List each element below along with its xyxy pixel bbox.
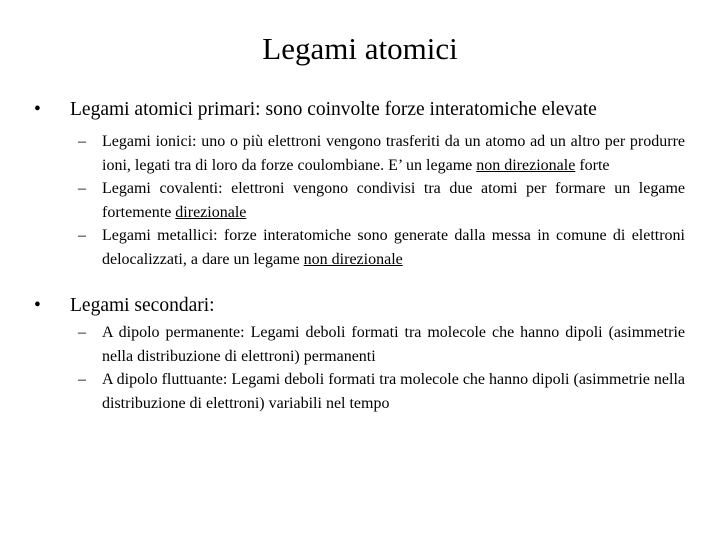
dash-icon: – — [78, 133, 86, 150]
bullet-text: Legami atomici primari: sono coinvolte forze interatomiche elevate — [70, 99, 597, 120]
sub-item-text — [102, 224, 685, 271]
dash-icon: – — [78, 227, 86, 244]
sub-item-text — [102, 177, 685, 224]
sub-item-text-pre: Legami metallici: forze interatomiche sono generate dalla messa in comune di elettroni delocalizzati, a dare un legame — [102, 227, 685, 268]
dash-icon: – — [78, 180, 86, 197]
underlined-term: non direzionale — [303, 250, 403, 268]
bullet-text: Legami secondari: — [70, 295, 215, 316]
sub-item-text — [102, 130, 685, 177]
bullet-item-primary — [34, 98, 684, 122]
sub-item-covalent — [78, 177, 685, 224]
sub-item-fluctuating-dipole — [78, 368, 685, 415]
sub-item-text-post: forte — [575, 156, 610, 174]
sub-item-text-pre: Legami ionici: uno o più elettroni vengono trasferiti da un atomo ad un altro per produrre ioni, legati tra di loro da forze coulombiane. E’ un legame — [102, 133, 685, 174]
sublist-primary — [78, 130, 685, 271]
dash-icon: – — [78, 324, 86, 341]
sub-item-text-pre: Legami covalenti: elettroni vengono condivisi tra due atomi per formare un legame fortemente — [102, 180, 685, 221]
underlined-term: direzionale — [175, 203, 247, 221]
sub-item-text: A dipolo fluttuante: Legami deboli formati tra molecole che hanno dipoli (asimmetrie nella distribuzione di elettroni) variabili nel tempo — [102, 371, 685, 412]
slide-title: Legami atomici — [262, 31, 458, 66]
sub-item-ionic — [78, 130, 685, 177]
sub-item-permanent-dipole — [78, 321, 685, 368]
dash-icon: – — [78, 371, 86, 388]
sub-item-metallic — [78, 224, 685, 271]
bullet-dot-icon: • — [34, 99, 41, 120]
sublist-secondary — [78, 321, 685, 415]
sub-item-text: A dipolo permanente: Legami deboli formati tra molecole che hanno dipoli (asimmetrie nella distribuzione di elettroni) permanenti — [102, 324, 685, 365]
underlined-term: non direzionale — [476, 156, 576, 174]
bullet-dot-icon: • — [34, 295, 41, 316]
bullet-item-secondary — [34, 294, 684, 318]
